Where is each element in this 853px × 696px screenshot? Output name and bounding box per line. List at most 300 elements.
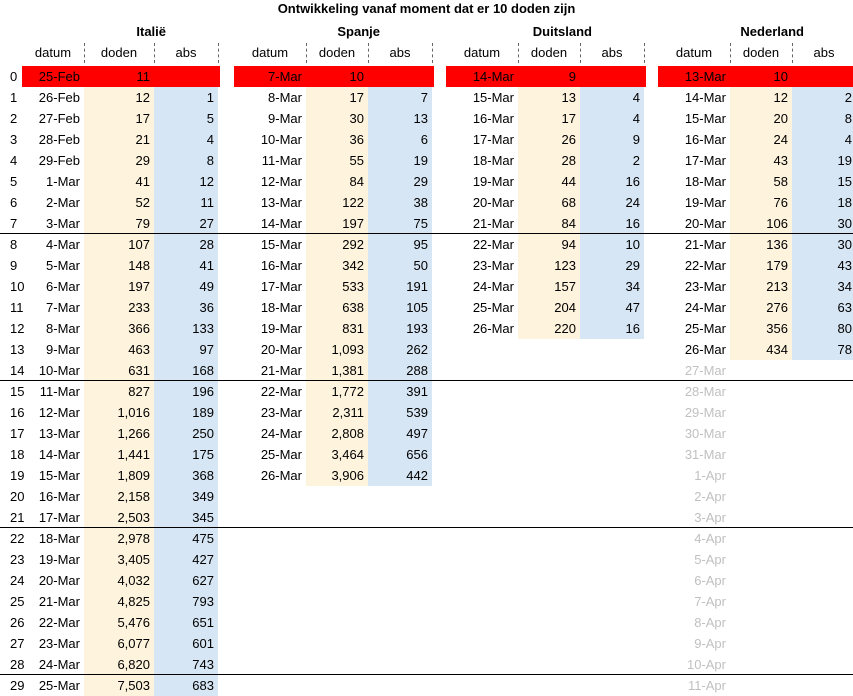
abs-cell: 7 [368, 87, 432, 108]
projected-date-cell: 1-Apr [694, 468, 726, 483]
abs-cell: 15 [792, 171, 853, 192]
abs-cell: 16 [580, 318, 644, 339]
date-cell: 16-Mar [260, 258, 302, 273]
country-title: Nederland [740, 24, 804, 39]
abs-cell: 11 [154, 192, 218, 213]
abs-cell: 442 [368, 465, 432, 486]
deaths-cell: 179 [730, 255, 792, 276]
date-cell: 21-Mar [684, 237, 726, 252]
row-index: 9 [10, 258, 18, 273]
abs-cell: 427 [154, 549, 218, 570]
row-index: 23 [10, 552, 25, 567]
row-index: 21 [10, 510, 25, 525]
date-cell: 20-Mar [472, 195, 514, 210]
deaths-cell: 827 [84, 381, 154, 402]
deaths-cell: 84 [518, 213, 580, 234]
row-index: 6 [10, 195, 18, 210]
date-cell: 25-Mar [260, 447, 302, 462]
deaths-cell: 1,441 [84, 444, 154, 465]
date-cell: 27-Feb [38, 111, 80, 126]
deaths-cell: 52 [84, 192, 154, 213]
abs-cell: 29 [368, 171, 432, 192]
deaths-cell: 356 [730, 318, 792, 339]
date-cell: 15-Mar [472, 90, 514, 105]
abs-cell: 196 [154, 381, 218, 402]
week-divider [0, 380, 853, 381]
abs-cell: 24 [580, 192, 644, 213]
row-index: 11 [10, 300, 24, 315]
date-cell: 26-Mar [472, 321, 514, 336]
deaths-cell: 366 [84, 318, 154, 339]
date-cell: 11-Mar [39, 384, 80, 399]
projected-date-cell: 31-Mar [684, 447, 726, 462]
deaths-cell: 10 [306, 66, 368, 87]
abs-cell: 475 [154, 528, 218, 549]
deaths-cell: 1,381 [306, 360, 368, 381]
date-cell: 19-Mar [472, 174, 514, 189]
abs-cell: 13 [368, 108, 432, 129]
date-cell: 14-Mar [38, 447, 80, 462]
row-index: 27 [10, 636, 25, 651]
abs-cell: 34 [580, 276, 644, 297]
date-cell: 15-Mar [260, 237, 302, 252]
abs-cell: 539 [368, 402, 432, 423]
date-cell: 25-Mar [684, 321, 726, 336]
date-cell: 7-Mar [46, 300, 80, 315]
deaths-cell: 29 [84, 150, 154, 171]
header-separator [368, 43, 369, 63]
date-cell: 22-Mar [260, 384, 302, 399]
date-cell: 7-Mar [234, 66, 306, 87]
header-separator [154, 43, 155, 63]
deaths-cell: 9 [518, 66, 580, 87]
row-index: 0 [10, 69, 18, 84]
date-cell: 8-Mar [268, 90, 302, 105]
column-header-abs: abs [175, 45, 197, 60]
projected-date-cell: 2-Apr [694, 489, 726, 504]
date-cell: 25-Mar [472, 300, 514, 315]
deaths-cell: 30 [306, 108, 368, 129]
date-cell: 15-Mar [38, 468, 80, 483]
date-cell: 4-Mar [46, 237, 80, 252]
date-cell: 19-Mar [260, 321, 302, 336]
column-header-abs: abs [389, 45, 411, 60]
date-cell: 8-Mar [46, 321, 80, 336]
projected-date-cell: 4-Apr [694, 531, 726, 546]
deaths-cell: 5,476 [84, 612, 154, 633]
deaths-cell: 1,093 [306, 339, 368, 360]
column-header-deaths: doden [100, 45, 138, 60]
abs-cell: 4 [580, 87, 644, 108]
date-cell: 9-Mar [46, 342, 80, 357]
date-cell: 18-Mar [38, 531, 80, 546]
abs-cell: 80 [792, 318, 853, 339]
deaths-cell: 76 [730, 192, 792, 213]
abs-cell: 262 [368, 339, 432, 360]
deaths-cell: 434 [730, 339, 792, 360]
abs-cell: 133 [154, 318, 218, 339]
deaths-cell: 157 [518, 276, 580, 297]
projected-date-cell: 8-Apr [694, 615, 726, 630]
row-index: 12 [10, 321, 25, 336]
deaths-cell: 533 [306, 276, 368, 297]
deaths-cell: 1,016 [84, 402, 154, 423]
row-index: 13 [10, 342, 25, 357]
date-cell: 20-Mar [684, 216, 726, 231]
date-cell: 15-Mar [684, 111, 726, 126]
date-cell: 10-Mar [38, 363, 80, 378]
row-index: 5 [10, 174, 18, 189]
abs-cell: 95 [368, 234, 432, 255]
week-divider [0, 233, 853, 234]
country-title: Italië [136, 24, 166, 39]
header-separator [792, 43, 793, 63]
date-cell: 23-Mar [260, 405, 302, 420]
deaths-cell: 84 [306, 171, 368, 192]
deaths-cell: 204 [518, 297, 580, 318]
abs-cell [368, 66, 434, 87]
column-header-abs: abs [601, 45, 623, 60]
projected-date-cell: 29-Mar [684, 405, 726, 420]
deaths-cell: 4,032 [84, 570, 154, 591]
abs-cell: 29 [580, 255, 644, 276]
abs-cell: 4 [154, 129, 218, 150]
deaths-cell: 7,503 [84, 675, 154, 696]
abs-cell: 391 [368, 381, 432, 402]
header-separator [218, 43, 219, 63]
deaths-cell: 107 [84, 234, 154, 255]
deaths-cell: 638 [306, 297, 368, 318]
abs-cell: 2 [580, 150, 644, 171]
abs-cell: 651 [154, 612, 218, 633]
date-cell: 26-Mar [260, 468, 302, 483]
row-index: 10 [10, 279, 25, 294]
deaths-cell: 2,311 [306, 402, 368, 423]
country-title: Spanje [337, 24, 380, 39]
date-cell: 18-Mar [260, 300, 302, 315]
week-divider [0, 674, 853, 675]
abs-cell: 191 [368, 276, 432, 297]
row-index: 1 [10, 90, 18, 105]
column-header-abs: abs [813, 45, 835, 60]
abs-cell: 28 [154, 234, 218, 255]
header-separator [518, 43, 519, 63]
deaths-cell: 2,158 [84, 486, 154, 507]
deaths-cell: 2,503 [84, 507, 154, 528]
column-header-deaths: doden [530, 45, 568, 60]
abs-cell: 2 [792, 87, 853, 108]
deaths-cell: 12 [730, 87, 792, 108]
abs-cell: 43 [792, 255, 853, 276]
date-cell: 10-Mar [260, 132, 302, 147]
date-cell: 11-Mar [261, 153, 302, 168]
date-cell: 12-Mar [260, 174, 302, 189]
projected-date-cell: 28-Mar [684, 384, 726, 399]
abs-cell: 75 [368, 213, 432, 234]
country-title: Duitsland [532, 24, 592, 39]
deaths-cell: 1,772 [306, 381, 368, 402]
date-cell: 21-Mar [260, 363, 302, 378]
deaths-cell: 3,464 [306, 444, 368, 465]
date-cell: 1-Mar [46, 174, 80, 189]
projected-date-cell: 6-Apr [694, 573, 726, 588]
deaths-cell: 631 [84, 360, 154, 381]
date-cell: 14-Mar [684, 90, 726, 105]
deaths-cell: 17 [518, 108, 580, 129]
deaths-cell: 4,825 [84, 591, 154, 612]
deaths-cell: 2,978 [84, 528, 154, 549]
date-cell: 26-Mar [684, 342, 726, 357]
date-cell: 25-Feb [22, 66, 84, 87]
deaths-cell: 463 [84, 339, 154, 360]
column-header-date: datum [463, 45, 501, 60]
deaths-cell: 79 [84, 213, 154, 234]
abs-cell: 349 [154, 486, 218, 507]
projected-date-cell: 11-Apr [687, 678, 726, 693]
abs-cell: 16 [580, 171, 644, 192]
abs-cell: 78 [792, 339, 853, 360]
header-separator [644, 43, 645, 63]
deaths-cell: 106 [730, 213, 792, 234]
header-separator [580, 43, 581, 63]
abs-cell: 193 [368, 318, 432, 339]
date-cell: 26-Feb [38, 90, 80, 105]
deaths-cell: 3,906 [306, 465, 368, 486]
abs-cell: 250 [154, 423, 218, 444]
deaths-cell: 2,808 [306, 423, 368, 444]
row-index: 17 [10, 426, 25, 441]
date-cell: 5-Mar [46, 258, 80, 273]
deaths-cell: 17 [306, 87, 368, 108]
abs-cell: 63 [792, 297, 853, 318]
deaths-cell: 20 [730, 108, 792, 129]
date-cell: 3-Mar [46, 216, 80, 231]
abs-cell: 16 [580, 213, 644, 234]
abs-cell: 50 [368, 255, 432, 276]
deaths-cell: 6,077 [84, 633, 154, 654]
deaths-cell: 21 [84, 129, 154, 150]
abs-cell: 189 [154, 402, 218, 423]
date-cell: 17-Mar [684, 153, 726, 168]
date-cell: 19-Mar [38, 552, 80, 567]
abs-cell: 34 [792, 276, 853, 297]
deaths-cell: 136 [730, 234, 792, 255]
date-cell: 16-Mar [472, 111, 514, 126]
abs-cell: 368 [154, 465, 218, 486]
abs-cell [792, 66, 853, 87]
date-cell: 23-Mar [684, 279, 726, 294]
deaths-cell: 220 [518, 318, 580, 339]
deaths-cell: 1,809 [84, 465, 154, 486]
date-cell: 17-Mar [38, 510, 80, 525]
date-cell: 24-Mar [472, 279, 514, 294]
abs-cell: 49 [154, 276, 218, 297]
deaths-cell: 36 [306, 129, 368, 150]
deaths-cell: 233 [84, 297, 154, 318]
deaths-cell: 123 [518, 255, 580, 276]
date-cell: 18-Mar [684, 174, 726, 189]
abs-cell [154, 66, 220, 87]
date-cell: 21-Mar [38, 594, 80, 609]
date-cell: 2-Mar [46, 195, 80, 210]
deaths-cell: 41 [84, 171, 154, 192]
date-cell: 29-Feb [38, 153, 80, 168]
row-index: 24 [10, 573, 25, 588]
abs-cell: 627 [154, 570, 218, 591]
deaths-cell: 197 [306, 213, 368, 234]
row-index: 28 [10, 657, 25, 672]
projected-date-cell: 5-Apr [694, 552, 726, 567]
abs-cell: 30 [792, 234, 853, 255]
date-cell: 13-Mar [260, 195, 302, 210]
deaths-cell: 58 [730, 171, 792, 192]
abs-cell: 1 [154, 87, 218, 108]
projected-date-cell: 7-Apr [694, 594, 726, 609]
date-cell: 22-Mar [472, 237, 514, 252]
abs-cell: 18 [792, 192, 853, 213]
row-index: 26 [10, 615, 25, 630]
row-index: 19 [10, 468, 25, 483]
deaths-cell: 276 [730, 297, 792, 318]
deaths-cell: 122 [306, 192, 368, 213]
row-index: 18 [10, 447, 25, 462]
abs-cell: 19 [368, 150, 432, 171]
deaths-cell: 292 [306, 234, 368, 255]
date-cell: 16-Mar [38, 489, 80, 504]
date-cell: 25-Mar [38, 678, 80, 693]
projected-date-cell: 30-Mar [684, 426, 726, 441]
abs-cell: 683 [154, 675, 218, 696]
date-cell: 22-Mar [38, 615, 80, 630]
projected-date-cell: 9-Apr [694, 636, 726, 651]
abs-cell: 4 [792, 129, 853, 150]
projected-date-cell: 27-Mar [684, 363, 726, 378]
abs-cell: 345 [154, 507, 218, 528]
abs-cell: 6 [368, 129, 432, 150]
deaths-cell: 831 [306, 318, 368, 339]
row-index: 22 [10, 531, 25, 546]
projected-date-cell: 10-Apr [686, 657, 726, 672]
abs-cell: 47 [580, 297, 644, 318]
abs-cell: 743 [154, 654, 218, 675]
abs-cell: 38 [368, 192, 432, 213]
abs-cell: 19 [792, 150, 853, 171]
deaths-cell: 342 [306, 255, 368, 276]
deaths-cell: 1,266 [84, 423, 154, 444]
date-cell: 23-Mar [472, 258, 514, 273]
abs-cell: 793 [154, 591, 218, 612]
deaths-cell: 6,820 [84, 654, 154, 675]
deaths-cell: 43 [730, 150, 792, 171]
date-cell: 18-Mar [472, 153, 514, 168]
row-index: 20 [10, 489, 25, 504]
row-index: 8 [10, 237, 18, 252]
deaths-cell: 24 [730, 129, 792, 150]
deaths-cell: 28 [518, 150, 580, 171]
deaths-cell: 11 [84, 66, 154, 87]
date-cell: 20-Mar [38, 573, 80, 588]
deaths-cell: 26 [518, 129, 580, 150]
date-cell: 24-Mar [38, 657, 80, 672]
row-index: 29 [10, 678, 25, 693]
abs-cell: 105 [368, 297, 432, 318]
row-index: 14 [10, 363, 25, 378]
row-index: 15 [10, 384, 25, 399]
row-index: 25 [10, 594, 25, 609]
row-index: 2 [10, 111, 18, 126]
date-cell: 21-Mar [472, 216, 514, 231]
row-index: 16 [10, 405, 25, 420]
abs-cell: 97 [154, 339, 218, 360]
column-header-date: datum [251, 45, 289, 60]
deaths-cell: 94 [518, 234, 580, 255]
deaths-cell: 148 [84, 255, 154, 276]
abs-cell: 41 [154, 255, 218, 276]
date-cell: 20-Mar [260, 342, 302, 357]
abs-cell: 5 [154, 108, 218, 129]
date-cell: 17-Mar [472, 132, 514, 147]
abs-cell: 656 [368, 444, 432, 465]
abs-cell: 4 [580, 108, 644, 129]
abs-cell: 30 [792, 213, 853, 234]
date-cell: 24-Mar [684, 300, 726, 315]
column-header-deaths: doden [318, 45, 356, 60]
abs-cell: 8 [792, 108, 853, 129]
deaths-cell: 197 [84, 276, 154, 297]
row-index: 3 [10, 132, 18, 147]
deaths-cell: 17 [84, 108, 154, 129]
column-header-date: datum [34, 45, 72, 60]
deaths-cell: 44 [518, 171, 580, 192]
deaths-cell: 213 [730, 276, 792, 297]
header-separator [730, 43, 731, 63]
abs-cell: 497 [368, 423, 432, 444]
projected-date-cell: 3-Apr [694, 510, 726, 525]
sheet-title: Ontwikkeling vanaf moment dat er 10 doden zijn [277, 1, 576, 16]
row-index: 7 [10, 216, 18, 231]
date-cell: 16-Mar [684, 132, 726, 147]
date-cell: 22-Mar [684, 258, 726, 273]
column-header-date: datum [675, 45, 713, 60]
deaths-cell: 68 [518, 192, 580, 213]
date-cell: 19-Mar [684, 195, 726, 210]
date-cell: 14-Mar [260, 216, 302, 231]
column-header-deaths: doden [742, 45, 780, 60]
abs-cell: 9 [580, 129, 644, 150]
header-separator [84, 43, 85, 63]
abs-cell: 27 [154, 213, 218, 234]
abs-cell: 12 [154, 171, 218, 192]
abs-cell: 601 [154, 633, 218, 654]
abs-cell: 168 [154, 360, 218, 381]
abs-cell: 10 [580, 234, 644, 255]
date-cell: 17-Mar [260, 279, 302, 294]
abs-cell: 175 [154, 444, 218, 465]
header-separator [306, 43, 307, 63]
deaths-cell: 13 [518, 87, 580, 108]
date-cell: 23-Mar [38, 636, 80, 651]
deaths-cell: 12 [84, 87, 154, 108]
date-cell: 12-Mar [38, 405, 80, 420]
abs-cell: 8 [154, 150, 218, 171]
deaths-cell: 3,405 [84, 549, 154, 570]
date-cell: 13-Mar [658, 66, 730, 87]
row-index: 4 [10, 153, 18, 168]
date-cell: 13-Mar [38, 426, 80, 441]
date-cell: 28-Feb [38, 132, 80, 147]
abs-cell: 288 [368, 360, 432, 381]
deaths-cell: 10 [730, 66, 792, 87]
